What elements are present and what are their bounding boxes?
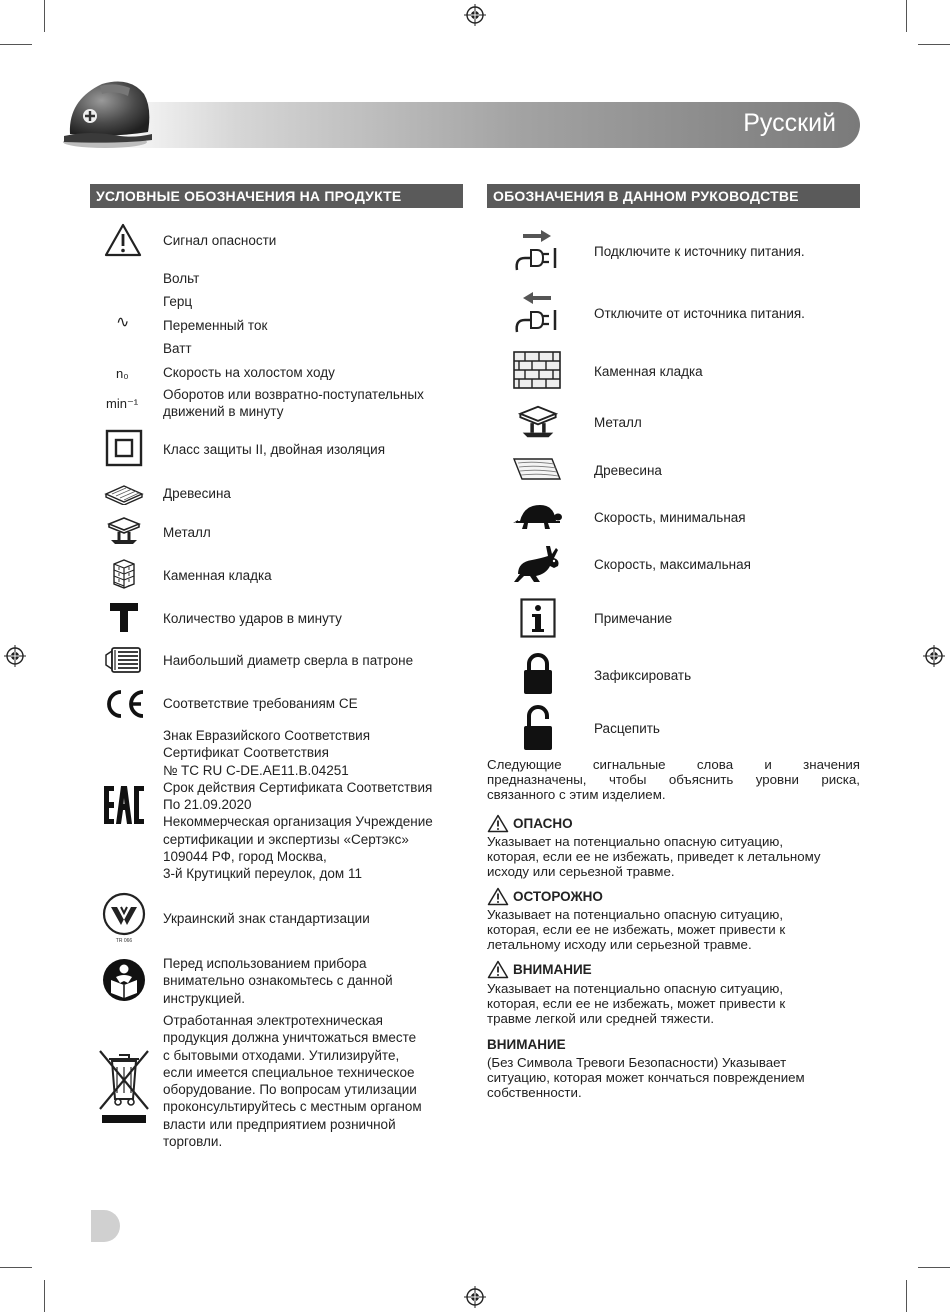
signal-heading-notice [487,1037,566,1052]
crop-mark [918,1267,950,1268]
ac-symbol: ∿ [116,314,130,331]
text-line: исходу или серьезной травме. [487,863,675,879]
symbol-label: Металл [163,525,211,540]
text-line: инструкцией. [163,990,246,1006]
manual-symbol-label: Металл [594,415,642,430]
ukraine-standard-mark [100,888,148,946]
symbol-label: Соответствие требованиям CE [163,696,358,711]
manual-symbol-label: Каменная кладка [594,364,703,379]
symbol-label: Вольт [163,271,200,286]
signal-heading-warning [487,887,603,906]
text-line: с бытовыми отходами. Утилизируйте, [163,1047,400,1063]
symbol-label: Наибольший диаметр сверла в патроне [163,653,414,668]
signal-word: ВНИМАНИЕ [513,962,592,977]
text-line: связанного с этим изделием. [487,786,666,802]
symbol-label: Герц [163,294,193,309]
product-symbols-heading: УСЛОВНЫЕ ОБОЗНАЧЕНИЯ НА ПРОДУКТЕ [90,184,463,208]
safety-helmet-icon [60,72,155,152]
symbol-label: Сигнал опасности [163,233,277,248]
text-line: Указывает на потенциально опасную ситуацию, [487,907,784,922]
text-line: проконсультируйтесь с местным органом [163,1099,422,1115]
signal-description [487,1056,860,1100]
text-line: (Без Символа Тревоги Безопасности) Указывает [487,1055,787,1070]
text-line: предназначены, чтобы объяснить уровни риска, [487,771,860,787]
signal-word: ОСТОРОЖНО [513,889,603,904]
signal-description [487,982,860,1026]
symbol-label: Оборотов или возвратно-поступательных движений в минуту [163,387,424,420]
symbol-label: Каменная кладка [163,568,272,583]
lock-open-icon [522,705,554,751]
symbol-label: Количество ударов в минуту [163,611,342,626]
eac-line: Срок действия Сертификата Соответствия [163,779,433,795]
crop-mark [0,1267,32,1268]
manual-symbol-label: Примечание [594,611,673,626]
text-line: собственности. [487,1084,582,1100]
manual-symbols-heading: ОБОЗНАЧЕНИЯ В ДАННОМ РУКОВОДСТВЕ [487,184,860,208]
text-line: которая, если ее не избежать, может привести к [487,921,786,937]
registration-mark-icon [464,1286,486,1308]
ukraine-standard-code: TR 066 [115,937,133,944]
symbol-label: Скорость на холостом ходу [163,365,335,380]
rpm-symbol: min⁻¹ [106,396,139,411]
warning-triangle-icon [487,960,509,979]
turtle-icon [512,501,562,533]
manual-symbol-label: Скорость, максимальная [594,557,751,572]
plug-in-icon [513,226,561,274]
manual-symbol-label: Отключите от источника питания. [594,306,805,321]
manual-symbol-label: Зафиксировать [594,668,692,683]
eac-line: 109044 РФ, город Москва, [163,849,327,865]
signal-description [487,908,860,952]
text-line: Перед использованием прибора [163,956,367,971]
lock-closed-icon [522,653,554,695]
rabbit-icon [512,544,562,584]
text-line: ситуацию, которая может кончаться повреждением [487,1069,805,1085]
signal-word: ВНИМАНИЕ [487,1037,566,1052]
eac-line: сертификации и экспертизы «Сертэкс» [163,831,409,847]
language-header-bar [100,102,860,148]
warning-triangle-icon [487,814,509,833]
text-line: летальному исходу или серьезной травме. [487,936,752,952]
page-number-tab [91,1210,120,1242]
double-insulation-icon [105,429,143,467]
weee-text [163,1012,422,1150]
symbol-label: Древесина [163,486,231,501]
eac-line: Знак Евразийского Соответствия [163,728,371,743]
read-manual-text [163,955,393,1007]
text-line: Отработанная электротехническая [163,1013,383,1028]
text-line: которая, если ее не избежать, может привести к [487,995,786,1011]
no-load-speed-symbol: n₀ [116,366,129,381]
text-line: торговли. [163,1134,223,1150]
crop-mark [906,1280,907,1312]
text-line: если имеется специальное техническое [163,1064,415,1080]
text-line: Указывает на потенциально опасную ситуацию, [487,981,784,996]
text-line: Указывает на потенциально опасную ситуацию, [487,834,784,849]
eac-mark-icon [102,784,146,826]
text-line: которая, если ее не избежать, приведет к летальному [487,848,821,864]
crop-mark [918,44,950,45]
eac-line: Сертификат Соответствия [163,745,329,761]
crop-mark [0,44,32,45]
text-line: внимательно ознакомьтесь с данной [163,973,393,989]
info-icon [520,598,556,638]
text-line: продукция должна уничтожаться вместе [163,1030,417,1046]
wood-icon [104,483,144,505]
wood-plank-icon [512,455,562,483]
text-line: власти или предприятием розничной [163,1116,396,1132]
weee-bin-icon [97,1047,151,1127]
brick-wall-icon [513,351,561,389]
symbol-label: Класс защиты II, двойная изоляция [163,442,386,457]
signal-description [487,835,860,879]
eac-line: Некоммерческая организация Учреждение [163,814,433,830]
unplug-icon [513,288,561,336]
manual-symbol-label: Подключите к источнику питания. [594,244,805,259]
signal-heading-danger [487,814,573,833]
language-title: Русский [743,109,836,137]
registration-mark-icon [4,645,26,667]
registration-mark-icon [464,4,486,26]
signal-heading-caution [487,960,592,979]
eac-text [163,727,433,883]
metal-icon [518,404,558,440]
masonry-icon [111,558,137,590]
eac-line: № TC RU C-DE.AE11.B.04251 [163,762,349,778]
signal-word: ОПАСНО [513,816,573,831]
chuck-icon [104,645,144,675]
text-line: травме легкой или средней тяжести. [487,1010,715,1026]
text-line: Следующие сигнальные слова и значения [487,757,860,772]
registration-mark-icon [923,645,945,667]
symbol-label: Ватт [163,341,192,356]
symbol-label: Переменный ток [163,318,268,333]
ukraine-standard-icon [101,891,147,937]
crop-mark [44,0,45,32]
crop-mark [906,0,907,32]
warning-triangle-icon [103,222,143,258]
symbol-label: Украинский знак стандартизации [163,911,370,926]
warning-triangle-icon [487,887,509,906]
manual-symbol-label: Древесина [594,463,662,478]
read-manual-icon [102,958,146,1002]
crop-mark [44,1280,45,1312]
metal-icon [107,516,141,546]
manual-symbol-label: Скорость, минимальная [594,510,746,525]
hammer-icon [108,601,140,633]
manual-symbol-label: Расцепить [594,721,660,736]
text-line: оборудование. По вопросам утилизации [163,1082,417,1098]
signal-words-intro [487,758,860,802]
eac-line: По 21.09.2020 [163,797,252,813]
eac-line: 3-й Крутицкий переулок, дом 11 [163,866,362,882]
ce-mark-icon [103,689,145,719]
